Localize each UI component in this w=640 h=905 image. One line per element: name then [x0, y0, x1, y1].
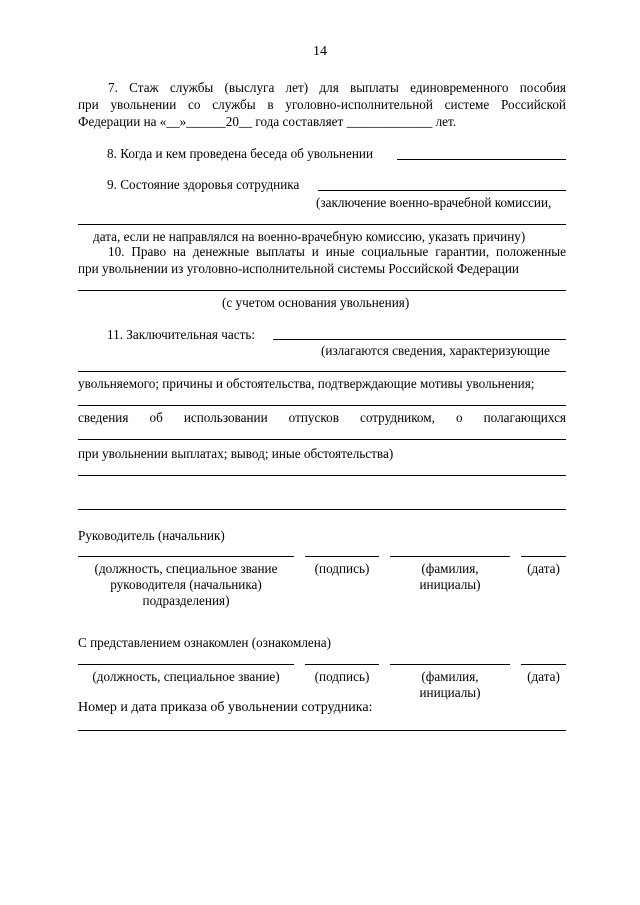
item10-hint: (с учетом основания увольнения)	[222, 295, 410, 310]
item11-line4: при увольнении выплатах; вывод; иные обстоятельства)	[78, 446, 394, 461]
ack-name-hint-1: (фамилия,	[421, 669, 479, 684]
item10-line2: при увольнении из уголовно-исполнительной системы Российской Федерации	[78, 261, 519, 276]
item11-answer-line-5[interactable]	[78, 475, 566, 476]
item9-answer-line-2[interactable]	[78, 224, 566, 225]
head-position-line[interactable]	[78, 556, 294, 557]
item11-line2: увольняемого; причины и обстоятельства, подтверждающие мотивы увольнения;	[78, 376, 535, 391]
ack-position-line[interactable]	[78, 664, 294, 665]
item7-line3: Федерации на «__»______20__ года составляет _____________ лет.	[78, 114, 457, 129]
page-number: 14	[313, 44, 327, 59]
ack-signature-line[interactable]	[305, 664, 379, 665]
head-name-line[interactable]	[390, 556, 510, 557]
item7-line1: 7. Стаж службы (выслуга лет) для выплаты единовременного пособия	[108, 80, 566, 95]
item11-answer-line-4[interactable]	[78, 439, 566, 440]
item11-hint: (излагаются сведения, характеризующие	[321, 343, 550, 358]
item11-answer-line-6[interactable]	[78, 509, 566, 510]
order-answer-line[interactable]	[78, 730, 566, 731]
head-position-hint-3: подразделения)	[142, 593, 230, 608]
ack-date-hint: (дата)	[527, 669, 560, 684]
head-name-hint-1: (фамилия,	[421, 561, 479, 576]
head-position-hint-1: (должность, специальное звание	[94, 561, 278, 576]
ack-block-title: С представлением ознакомлен (ознакомлена)	[78, 635, 332, 650]
item11-answer-line-2[interactable]	[78, 371, 566, 372]
item9-answer-line[interactable]	[318, 190, 566, 191]
item8-label: 8. Когда и кем проведена беседа об увольнении	[107, 146, 374, 161]
item7-line2: при увольнении со службы в уголовно-исполнительной системе Российской	[78, 97, 566, 112]
item9-hint-1: (заключение военно-врачебной комиссии,	[316, 195, 552, 210]
item9-hint-2: дата, если не направлялся на военно-врачебную комиссию, указать причину)	[93, 229, 526, 244]
item9-label: 9. Состояние здоровья сотрудника	[107, 177, 300, 192]
head-name-hint-2: инициалы)	[419, 577, 481, 592]
item11-answer-line-3[interactable]	[78, 405, 566, 406]
head-signature-line[interactable]	[305, 556, 379, 557]
item10-line1: 10. Право на денежные выплаты и иные социальные гарантии, положенные	[108, 244, 566, 259]
ack-signature-hint: (подпись)	[314, 669, 370, 684]
head-date-line[interactable]	[521, 556, 566, 557]
item11-label: 11. Заключительная часть:	[107, 327, 256, 342]
ack-date-line[interactable]	[521, 664, 566, 665]
ack-name-hint-2: инициалы)	[419, 685, 481, 700]
head-signature-hint: (подпись)	[314, 561, 370, 576]
ack-name-line[interactable]	[390, 664, 510, 665]
head-position-hint-2: руководителя (начальника)	[110, 577, 262, 592]
head-block-title: Руководитель (начальник)	[78, 528, 225, 543]
item8-answer-line[interactable]	[397, 159, 566, 160]
ack-position-hint: (должность, специальное звание)	[92, 669, 280, 684]
head-date-hint: (дата)	[527, 561, 560, 576]
item10-answer-line[interactable]	[78, 290, 566, 291]
order-label: Номер и дата приказа об увольнении сотрудника:	[78, 700, 373, 715]
item11-answer-line[interactable]	[273, 339, 566, 340]
item11-line3: сведения об использовании отпусков сотрудником, о полагающихся	[78, 410, 566, 425]
